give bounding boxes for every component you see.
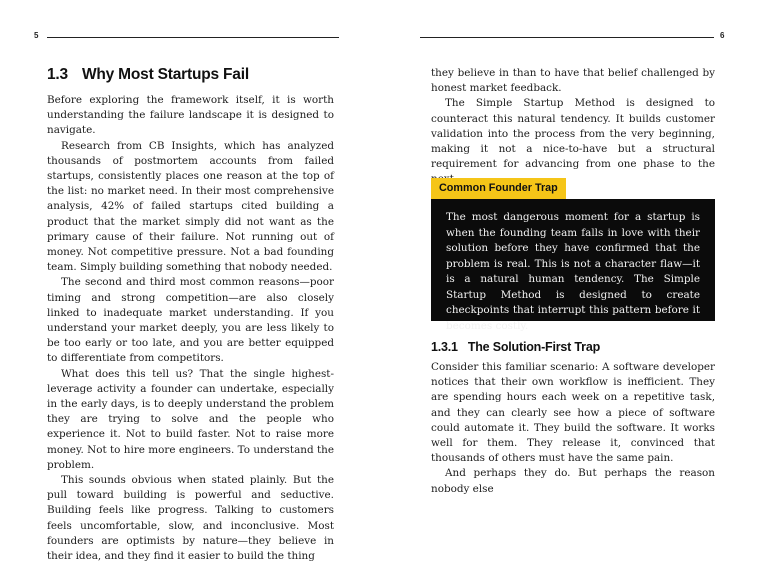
paragraph: The Simple Startup Method is designed to counteract this natural tendency. It builds customer validation into the process from the very beginning, making it not a nice-to-have but a structural requirement for advancing from one phase to the — [431, 97, 715, 171]
paragraph: they believe in than to have that belief challenged by honest market feedback. — [431, 67, 715, 95]
subsection-title: The Solution-First Trap — [467, 340, 601, 354]
paragraph: This sounds obvious when stated plainly. But the pull toward building is powerful and seductive. Building feels like progress. Talking to customers feels uncomfortable, slow, and inconclusive. Most founders are optimists by nature—they believe in their idea, and they find it easier to build the thing — [47, 474, 334, 563]
paragraph: Consider this familiar scenario: A software developer notices that their own workflow is inefficient. They are spending hours each week on a repetitive task, and they can clearly see how a piece of software could automate it. They build the software. It works well for them. They release it, convinced that thousands of others must have the same pain. — [431, 361, 715, 465]
section-heading — [47, 66, 249, 84]
paragraph: What does this tell us? That the single highest-leverage activity a founder can undertake, especially in the early days, is to deeply understand the problem they are trying to solve and the people who experience it. Not to build faster. Not to raise more money. Not to hire more engineers. To understand the problem. — [47, 367, 334, 471]
callout-box — [431, 199, 715, 332]
left-body-text — [47, 93, 334, 564]
callout-text: The most dangerous moment for a startup is when the founding team falls in love with their solution before they have confirmed that the problem is real. This is not a character flaw—it is a natural human tendency. The Simple Startup Method is designed to create checkpoints that interrupt this pattern before it becomes costly. — [446, 211, 700, 332]
right-body-continuation — [431, 66, 715, 188]
section-title: Why Most Startups Fail — [81, 66, 249, 83]
callout-label: Common Founder Trap — [431, 178, 566, 199]
paragraph: Research from CB Insights, which has analyzed thousands of postmortem accounts from failed startups, consistently places one reason at the top of the list: no market need. In their most comprehensive analysis, 42% of failed startups cited building a product that the market simply did not want as the primary cause of their failure. Not running out of money. Not competitive pressure. Not a bad founding team. Simply building something that nobody needed. — [47, 139, 334, 274]
paragraph: The second and third most common reasons—poor timing and strong competition—are also closely linked to inadequate market understanding. If you understand your market deeply, you are less likely to be too early or too late, and you are better equipped to differentiate from competitors. — [47, 276, 334, 365]
paragraph: Before exploring the framework itself, it is worth understanding the failure landscape it is designed to navigate. — [47, 94, 334, 137]
paragraph: And perhaps they do. But perhaps the reason nobody else — [431, 467, 715, 495]
header-rule-left — [47, 37, 339, 38]
left-page — [0, 0, 380, 563]
subsection-number: 1.3.1 — [431, 340, 458, 354]
header-rule-right — [420, 37, 714, 38]
section-number: 1.3 — [47, 66, 68, 83]
subsection-heading — [431, 340, 600, 354]
page-number-left: 5 — [34, 31, 39, 40]
page-number-right: 6 — [720, 31, 725, 40]
right-body-text — [431, 360, 715, 497]
